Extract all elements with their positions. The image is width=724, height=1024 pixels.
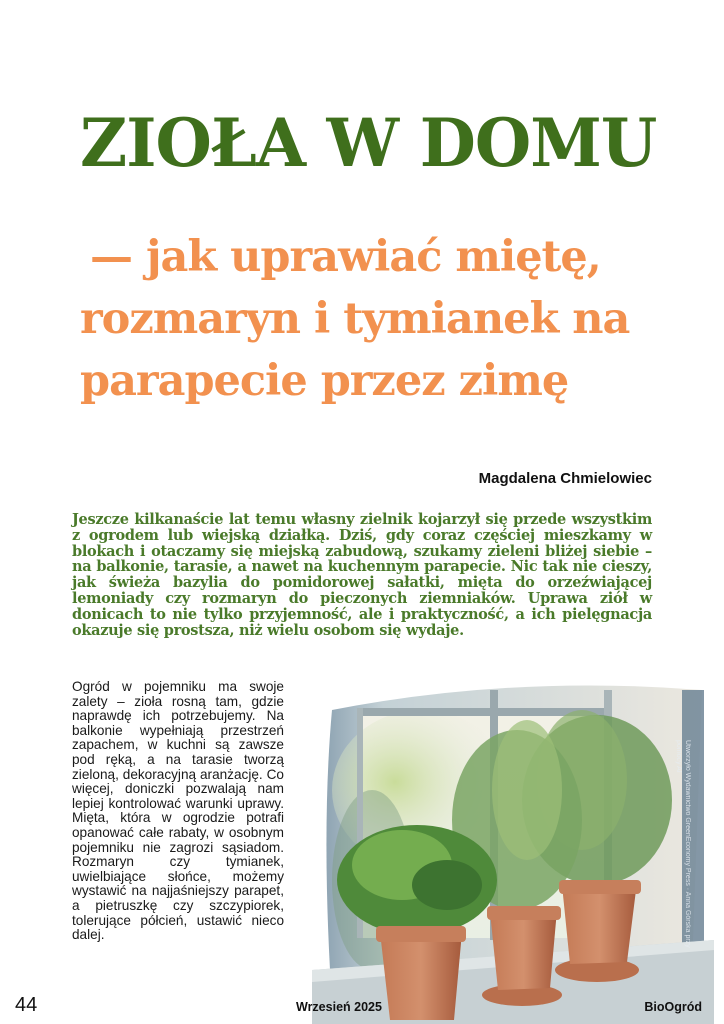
issue-date: Wrzesień 2025 [296, 1000, 382, 1014]
subtitle-line: rozmaryn i tymianek na [80, 294, 630, 344]
author-name: Magdalena Chmielowiec [478, 470, 652, 487]
lead-paragraph: Jeszcze kilkanaście lat temu własny zielnik kojarzył się przede wszystkim z ogrodem lub wiejską działką. Dziś, gdy coraz częściej mieszkamy w blokach i otaczamy się miejską zabudową, szukamy zieleni bliżej siebie – na balkonie, tarasie, a nawet na kuchennym parapecie. Nic tak nie cieszy, jak świeża bazylia do pomidorowej sałatki, mięta do orzeźwiającej lemoniady czy rozmaryn do pieczonych ziemniaków. Uprawa ziół w donicach to nie tylko przyjemność, ale i praktyczność, a ich pielęgnacja okazuje się prostsza, niż wielu osobom się wydaje. [72, 511, 652, 639]
page-number: 44 [15, 994, 38, 1016]
pot-right [562, 882, 637, 964]
pot-middle-rim [487, 906, 561, 920]
subtitle-line: — jak uprawiać miętę, [90, 232, 601, 282]
illustration-svg [312, 670, 714, 1024]
pot-right-rim [559, 880, 641, 894]
herb-pots-illustration [312, 670, 714, 1024]
basil-plant [337, 825, 497, 935]
image-credit: Utworzyło Wydawnictwo GreenEconomy Press · Anna Górska przy pomocy AI [675, 740, 691, 948]
article-subtitle [80, 226, 640, 412]
magazine-name: BioOgród [644, 1000, 702, 1014]
article-title: ZIOŁA W DOMU [80, 104, 657, 182]
pot-left [380, 932, 462, 1020]
pot-left-rim [376, 926, 466, 942]
body-paragraph: Ogród w pojemniku ma swoje zalety – zioła rosną tam, gdzie naprawdę ich potrzebujemy. Na balkonie wypełniają przestrzeń zapachem, w kuchni są zawsze pod ręką, a na tarasie tworzą zieloną, dekoracyjną aranżację. Co więcej, doniczki pozwalają nam lepiej kontrolować warunki uprawy. Mięta, która w ogrodzie potrafi opanować całe rabaty, w osobnym pojemniku nie zagrozi sąsiadom. Rozmaryn czy tymianek, uwielbiające słońce, możemy wystawić na najjaśniejszy parapet, a pietruszkę czy szczypiorek, tolerujące półcień, ustawić nieco dalej. [72, 679, 284, 943]
subtitle-line: parapecie przez zimę [80, 356, 569, 406]
pot-middle [490, 910, 557, 990]
